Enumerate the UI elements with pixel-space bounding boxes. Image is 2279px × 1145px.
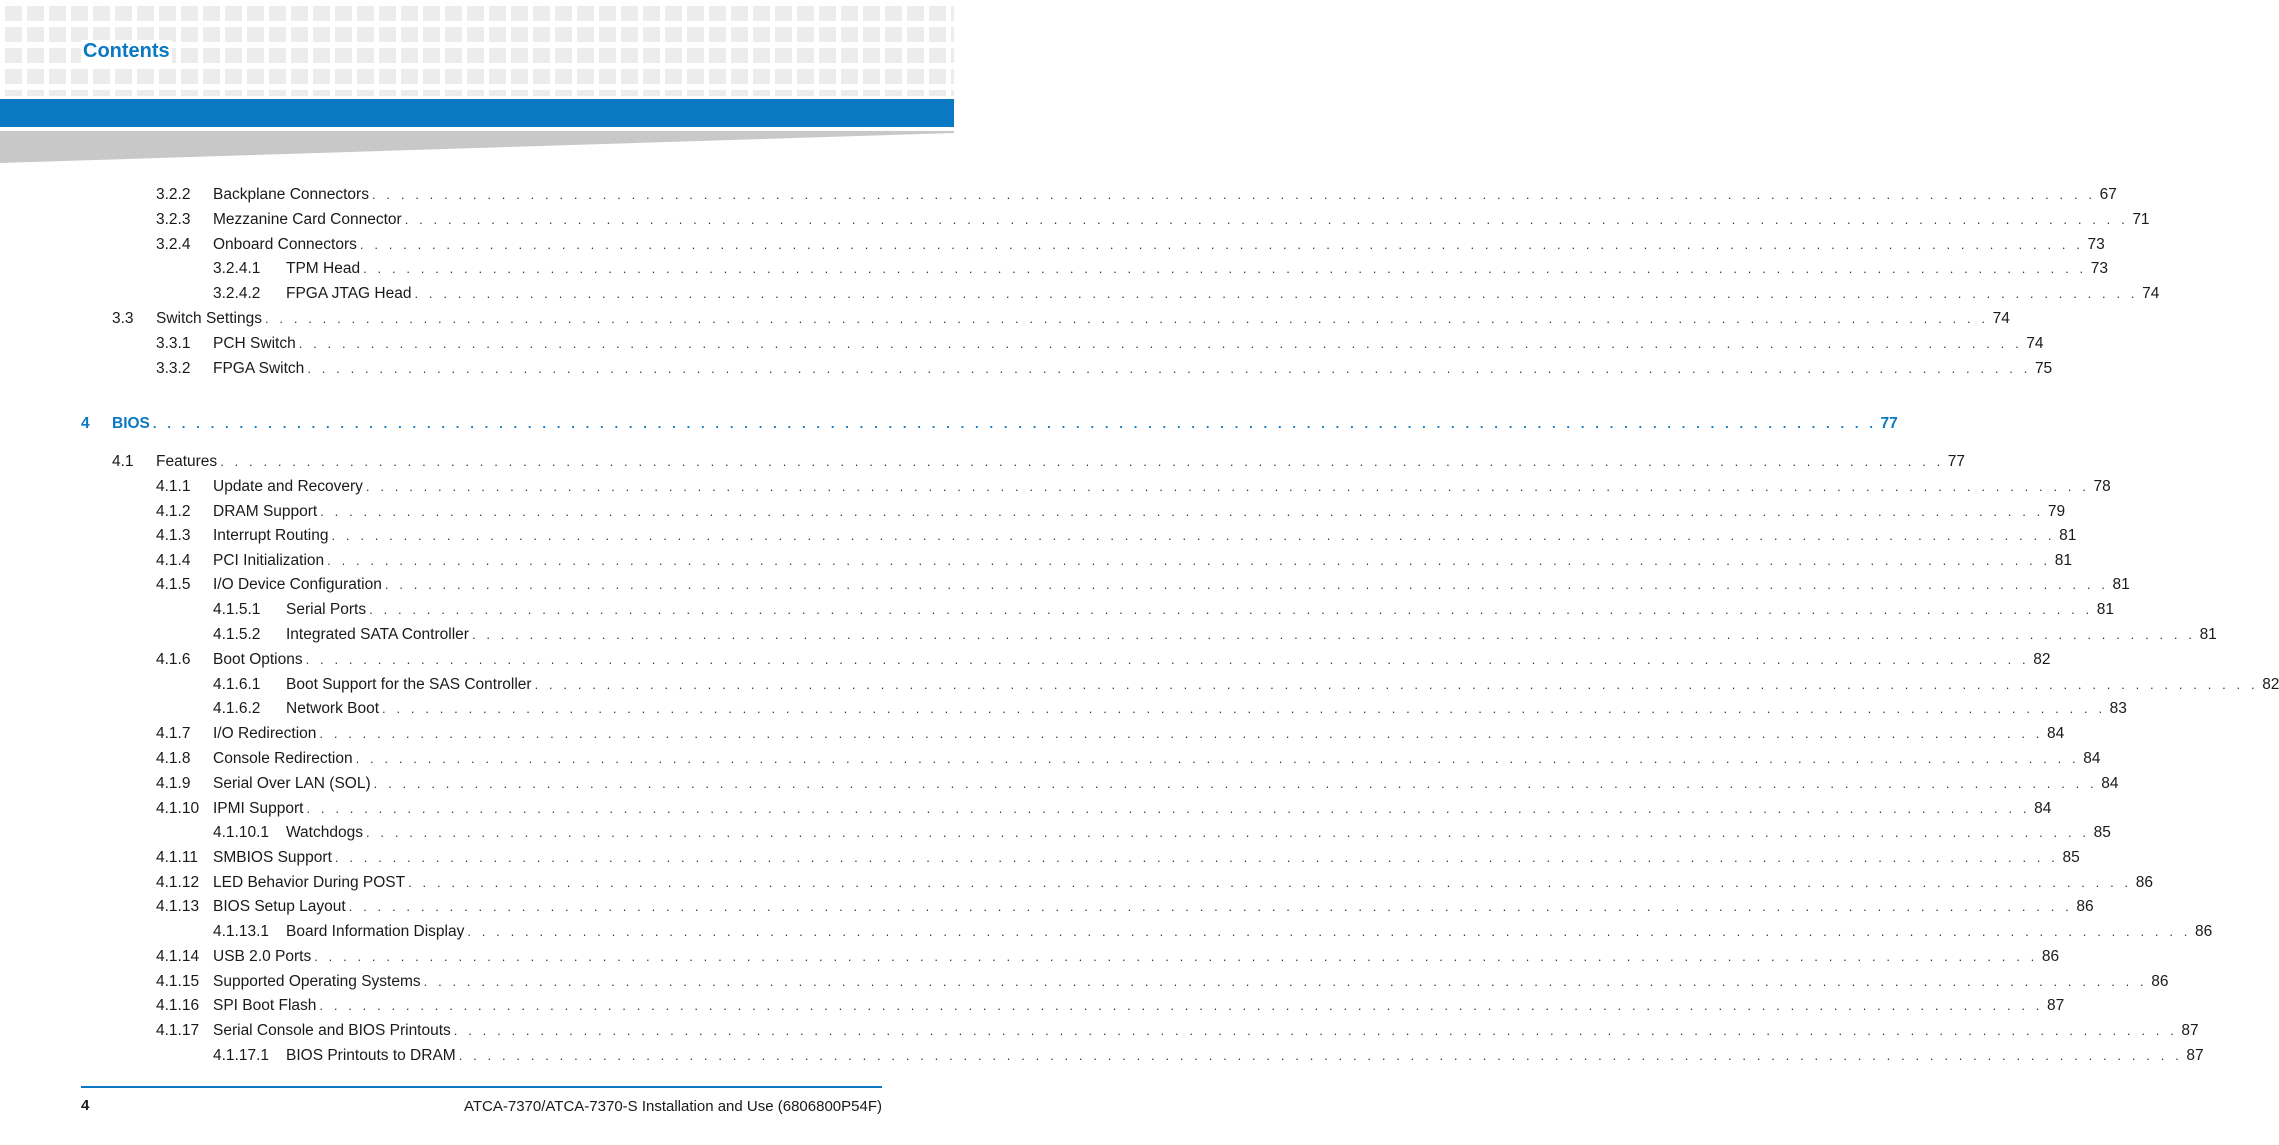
toc-dot-leader: . . . . . . . . . . . . . . . . . . . . . . . . . . . . . . . . . . . . . . . . . . . . . . . . . . . . . . . . . . . . . . . . . . . . . . . . . . . . . . . . . . . . . . . . . . . . . . . . . . . . . . . . . . . . . . . . . . . . . . . . [365, 479, 2090, 494]
toc-entry-title: Watchdogs [286, 824, 363, 841]
toc-dot-leader: . . . . . . . . . . . . . . . . . . . . . . . . . . . . . . . . . . . . . . . . . . . . . . . . . . . . . . . . . . . . . . . . . . . . . . . . . . . . . . . . . . . . . . . . . . . . . . . . . . . . . . . . . . . . . . . . . . . . . . . . [355, 751, 2080, 766]
toc-dot-leader: . . . . . . . . . . . . . . . . . . . . . . . . . . . . . . . . . . . . . . . . . . . . . . . . . . . . . . . . . . . . . . . . . . . . . . . . . . . . . . . . . . . . . . . . . . . . . . . . . . . . . . . . . . . . . . . . . . . . . . . . [305, 652, 2030, 667]
toc-entry-page: 86 [2041, 948, 2060, 965]
toc-entry-title: SPI Boot Flash [213, 997, 317, 1014]
toc-dot-leader: . . . . . . . . . . . . . . . . . . . . . . . . . . . . . . . . . . . . . . . . . . . . . . . . . . . . . . . . . . . . . . . . . . . . . . . . . . . . . . . . . . . . . . . . . . . . . . . . . . . . . . . . . . . . . . . . . . . . . . . . [458, 1048, 2183, 1063]
toc-entry-page: 74 [2142, 285, 2160, 302]
toc-entry[interactable] [156, 333, 2044, 355]
toc-entry-page: 87 [2181, 1022, 2199, 1039]
toc-entry-number: 4.1.12 [156, 874, 200, 891]
toc-entry[interactable] [156, 723, 2065, 745]
toc-entry-number: 4.1.17.1 [213, 1047, 270, 1064]
toc-dot-leader: . . . . . . . . . . . . . . . . . . . . . . . . . . . . . . . . . . . . . . . . . . . . . . . . . . . . . . . . . . . . . . . . . . . . . . . . . . . . . . . . . . . . . . . . . . . . . . . . . . . . . . . . . . . . . . . . . . . . . . . . [320, 504, 2044, 519]
toc-entry-number: 3.2.4.1 [213, 260, 261, 277]
toc-dot-leader: . . . . . . . . . . . . . . . . . . . . . . . . . . . . . . . . . . . . . . . . . . . . . . . . . . . . . . . . . . . . . . . . . . . . . . . . . . . . . . . . . . . . . . . . . . . . . . . . . . . . . . . . . . . . . . . . . . . . . . . . [264, 311, 1989, 326]
toc-entry-number: 4.1.2 [156, 503, 191, 520]
toc-entry[interactable] [156, 773, 2119, 795]
toc-entry-page: 87 [2186, 1047, 2204, 1064]
toc-entry[interactable] [156, 872, 2153, 894]
toc-entry[interactable] [213, 921, 2213, 943]
toc-entry-title: Boot Support for the SAS Controller [286, 676, 532, 693]
toc-entry-page: 77 [1880, 415, 1898, 432]
toc-entry-number: 4.1.6.2 [213, 700, 261, 717]
toc-entry-page: 85 [2093, 824, 2111, 841]
toc-entry[interactable] [156, 946, 2060, 968]
toc-dot-leader: . . . . . . . . . . . . . . . . . . . . . . . . . . . . . . . . . . . . . . . . . . . . . . . . . . . . . . . . . . . . . . . . . . . . . . . . . . . . . . . . . . . . . . . . . . . . . . . . . . . . . . . . . . . . . . . . . . . . . . . . [307, 361, 2031, 376]
toc-entry-title: Interrupt Routing [213, 527, 329, 544]
toc-entry-page: 81 [2112, 576, 2130, 593]
header-blue-band [0, 99, 954, 127]
toc-entry-page: 81 [2199, 626, 2217, 643]
footer-rule [81, 1086, 882, 1088]
toc-entry-title: Features [156, 453, 218, 470]
toc-entry[interactable] [156, 476, 2111, 498]
toc-chapter-entry[interactable] [81, 413, 1898, 435]
toc-entry[interactable] [156, 358, 2053, 380]
toc-dot-leader: . . . . . . . . . . . . . . . . . . . . . . . . . . . . . . . . . . . . . . . . . . . . . . . . . . . . . . . . . . . . . . . . . . . . . . . . . . . . . . . . . . . . . . . . . . . . . . . . . . . . . . . . . . . . . . . . . . . . . . . . [319, 998, 2044, 1013]
toc-entry-number: 3.2.4 [156, 236, 191, 253]
toc-entry-page: 86 [2194, 923, 2213, 940]
toc-entry[interactable] [156, 574, 2130, 596]
toc-entry-number: 4.1 [112, 453, 134, 470]
toc-entry-title: Onboard Connectors [213, 236, 357, 253]
toc-entry-number: 4.1.7 [156, 725, 191, 742]
toc-entry-title: BIOS Setup Layout [213, 898, 346, 915]
toc-entry-title: TPM Head [286, 260, 361, 277]
toc-dot-leader: . . . . . . . . . . . . . . . . . . . . . . . . . . . . . . . . . . . . . . . . . . . . . . . . . . . . . . . . . . . . . . . . . . . . . . . . . . . . . . . . . . . . . . . . . . . . . . . . . . . . . . . . . . . . . . . . . . . . . . . . [384, 577, 2109, 592]
toc-dot-leader: . . . . . . . . . . . . . . . . . . . . . . . . . . . . . . . . . . . . . . . . . . . . . . . . . . . . . . . . . . . . . . . . . . . . . . . . . . . . . . . . . . . . . . . . . . . . . . . . . . . . . . . . . . . . . . . . . . . . . . . . [467, 924, 2191, 939]
toc-entry-number: 4.1.8 [156, 750, 191, 767]
toc-entry-number: 4.1.13 [156, 898, 200, 915]
toc-entry-page: 78 [2093, 478, 2111, 495]
toc-entry-number: 4.1.16 [156, 997, 200, 1014]
toc-dot-leader: . . . . . . . . . . . . . . . . . . . . . . . . . . . . . . . . . . . . . . . . . . . . . . . . . . . . . . . . . . . . . . . . . . . . . . . . . . . . . . . . . . . . . . . . . . . . . . . . . . . . . . . . . . . . . . . . . . . . . . . . [152, 416, 1877, 431]
toc-dot-leader: . . . . . . . . . . . . . . . . . . . . . . . . . . . . . . . . . . . . . . . . . . . . . . . . . . . . . . . . . . . . . . . . . . . . . . . . . . . . . . . . . . . . . . . . . . . . . . . . . . . . . . . . . . . . . . . . . . . . . . . . [453, 1023, 2178, 1038]
toc-entry-page: 73 [2087, 236, 2105, 253]
toc-entry[interactable] [156, 550, 2073, 572]
toc-entry-number: 4.1.6.1 [213, 676, 261, 693]
toc-entry-number: 4.1.5.1 [213, 601, 261, 618]
footer-page-number: 4 [81, 1097, 90, 1114]
toc-dot-leader: . . . . . . . . . . . . . . . . . . . . . . . . . . . . . . . . . . . . . . . . . . . . . . . . . . . . . . . . . . . . . . . . . . . . . . . . . . . . . . . . . . . . . . . . . . . . . . . . . . . . . . . . . . . . . . . . . . . . . . . . [331, 528, 2056, 543]
toc-entry-title: BIOS [112, 415, 150, 432]
toc-entry-number: 3.2.4.2 [213, 285, 261, 302]
toc-entry-title: PCH Switch [213, 335, 296, 352]
toc-dot-leader: . . . . . . . . . . . . . . . . . . . . . . . . . . . . . . . . . . . . . . . . . . . . . . . . . . . . . . . . . . . . . . . . . . . . . . . . . . . . . . . . . . . . . . . . . . . . . . . . . . . . . . . . . . . . . . . . . . . . . . . . [348, 899, 2073, 914]
toc-entry-number: 4.1.10.1 [213, 824, 270, 841]
toc-entry-title: SMBIOS Support [213, 849, 332, 866]
toc-entry-number: 4.1.10 [156, 800, 200, 817]
toc-entry-page: 71 [2132, 211, 2150, 228]
toc-entry[interactable] [213, 822, 2111, 844]
toc-dot-leader: . . . . . . . . . . . . . . . . . . . . . . . . . . . . . . . . . . . . . . . . . . . . . . . . . . . . . . . . . . . . . . . . . . . . . . . . . . . . . . . . . . . . . . . . . . . . . . . . . . . . . . . . . . . . . . . . . . . . . . . . [319, 726, 2044, 741]
toc-entry[interactable] [156, 501, 2066, 523]
toc-entry-number: 4.1.17 [156, 1022, 200, 1039]
footer-document-title: ATCA-7370/ATCA-7370-S Installation and Use (6806800P54F) [463, 1098, 882, 1115]
toc-entry-title: FPGA JTAG Head [286, 285, 412, 302]
toc-entry-title: Console Redirection [213, 750, 353, 767]
toc-entry-page: 83 [2109, 700, 2127, 717]
toc-dot-leader: . . . . . . . . . . . . . . . . . . . . . . . . . . . . . . . . . . . . . . . . . . . . . . . . . . . . . . . . . . . . . . . . . . . . . . . . . . . . . . . . . . . . . . . . . . . . . . . . . . . . . . . . . . . . . . . . . . . . . . . . [363, 261, 2087, 276]
toc-entry[interactable] [156, 649, 2051, 671]
toc-entry-page: 79 [2047, 503, 2066, 520]
toc-dot-leader: . . . . . . . . . . . . . . . . . . . . . . . . . . . . . . . . . . . . . . . . . . . . . . . . . . . . . . . . . . . . . . . . . . . . . . . . . . . . . . . . . . . . . . . . . . . . . . . . . . . . . . . . . . . . . . . . . . . . . . . . [371, 187, 2096, 202]
toc-dot-leader: . . . . . . . . . . . . . . . . . . . . . . . . . . . . . . . . . . . . . . . . . . . . . . . . . . . . . . . . . . . . . . . . . . . . . . . . . . . . . . . . . . . . . . . . . . . . . . . . . . . . . . . . . . . . . . . . . . . . . . . . [306, 801, 2031, 816]
toc-entry-title: BIOS Printouts to DRAM [286, 1047, 456, 1064]
toc-entry[interactable] [156, 1020, 2199, 1042]
toc-entry-page: 67 [2099, 186, 2117, 203]
toc-entry-title: PCI Initialization [213, 552, 325, 569]
toc-entry-title: Serial Ports [286, 601, 367, 618]
toc-dot-leader: . . . . . . . . . . . . . . . . . . . . . . . . . . . . . . . . . . . . . . . . . . . . . . . . . . . . . . . . . . . . . . . . . . . . . . . . . . . . . . . . . . . . . . . . . . . . . . . . . . . . . . . . . . . . . . . . . . . . . . . . [334, 850, 2059, 865]
toc-entry-number: 4.1.1 [156, 478, 191, 495]
header-gray-swoosh [0, 127, 954, 167]
toc-entry[interactable] [156, 971, 2169, 993]
toc-entry-title: DRAM Support [213, 503, 318, 520]
toc-entry-title: I/O Redirection [213, 725, 317, 742]
toc-entry-number: 3.3 [112, 310, 134, 327]
toc-entry-title: Backplane Connectors [213, 186, 369, 203]
toc-entry[interactable] [156, 847, 2080, 869]
toc-entry-number: 4.1.13.1 [213, 923, 270, 940]
toc-entry[interactable] [213, 599, 2114, 621]
toc-entry-title: Network Boot [286, 700, 380, 717]
toc-entry-page: 86 [2135, 874, 2153, 891]
toc-entry[interactable] [156, 896, 2094, 918]
toc-entry-title: Integrated SATA Controller [286, 626, 469, 643]
toc-entry-number: 4.1.14 [156, 948, 200, 965]
toc-entry-title: Board Information Display [286, 923, 465, 940]
toc-dot-leader: . . . . . . . . . . . . . . . . . . . . . . . . . . . . . . . . . . . . . . . . . . . . . . . . . . . . . . . . . . . . . . . . . . . . . . . . . . . . . . . . . . . . . . . . . . . . . . . . . . . . . . . . . . . . . . . . . . . . . . . . [369, 602, 2093, 617]
toc-entry[interactable] [156, 209, 2150, 231]
toc-dot-leader: . . . . . . . . . . . . . . . . . . . . . . . . . . . . . . . . . . . . . . . . . . . . . . . . . . . . . . . . . . . . . . . . . . . . . . . . . . . . . . . . . . . . . . . . . . . . . . . . . . . . . . . . . . . . . . . . . . . . . . . . [298, 336, 2023, 351]
toc-entry-title: Serial Over LAN (SOL) [213, 775, 371, 792]
toc-dot-leader: . . . . . . . . . . . . . . . . . . . . . . . . . . . . . . . . . . . . . . . . . . . . . . . . . . . . . . . . . . . . . . . . . . . . . . . . . . . . . . . . . . . . . . . . . . . . . . . . . . . . . . . . . . . . . . . . . . . . . . . . [382, 701, 2106, 716]
page-title: Contents [83, 40, 170, 62]
toc-entry-page: 73 [2090, 260, 2108, 277]
toc-entry-title: Supported Operating Systems [213, 973, 421, 990]
toc-entry-page: 81 [2054, 552, 2073, 569]
toc-entry-page: 81 [2096, 601, 2114, 618]
toc-entry-number: 3.3.1 [156, 335, 191, 352]
toc-entry-page: 82 [2033, 651, 2051, 668]
toc-entry[interactable] [156, 798, 2052, 820]
toc-entry[interactable] [112, 308, 2010, 330]
toc-dot-leader: . . . . . . . . . . . . . . . . . . . . . . . . . . . . . . . . . . . . . . . . . . . . . . . . . . . . . . . . . . . . . . . . . . . . . . . . . . . . . . . . . . . . . . . . . . . . . . . . . . . . . . . . . . . . . . . . . . . . . . . . [365, 825, 2090, 840]
toc-entry-page: 74 [1992, 310, 2010, 327]
toc-entry-number: 4.1.6 [156, 651, 191, 668]
toc-entry[interactable] [213, 1045, 2204, 1067]
toc-dot-leader: . . . . . . . . . . . . . . . . . . . . . . . . . . . . . . . . . . . . . . . . . . . . . . . . . . . . . . . . . . . . . . . . . . . . . . . . . . . . . . . . . . . . . . . . . . . . . . . . . . . . . . . . . . . . . . . . . . . . . . . . [404, 212, 2129, 227]
toc-entry[interactable] [213, 624, 2217, 646]
toc-entry-title: Mezzanine Card Connector [213, 211, 402, 228]
toc-entry[interactable] [156, 748, 2101, 770]
toc-entry-page: 75 [2034, 360, 2053, 377]
toc-dot-leader: . . . . . . . . . . . . . . . . . . . . . . . . . . . . . . . . . . . . . . . . . . . . . . . . . . . . . . . . . . . . . . . . . . . . . . . . . . . . . . . . . . . . . . . . . . . . . . . . . . . . . . . . . . . . . . . . . . . . . . . . [373, 776, 2098, 791]
toc-entry-page: 74 [2026, 335, 2044, 352]
toc-entry-page: 81 [2059, 527, 2077, 544]
toc-dot-leader: . . . . . . . . . . . . . . . . . . . . . . . . . . . . . . . . . . . . . . . . . . . . . . . . . . . . . . . . . . . . . . . . . . . . . . . . . . . . . . . . . . . . . . . . . . . . . . . . . . . . . . . . . . . . . . . . . . . . . . . . [471, 627, 2196, 642]
toc-dot-leader: . . . . . . . . . . . . . . . . . . . . . . . . . . . . . . . . . . . . . . . . . . . . . . . . . . . . . . . . . . . . . . . . . . . . . . . . . . . . . . . . . . . . . . . . . . . . . . . . . . . . . . . . . . . . . . . . . . . . . . . . [414, 286, 2139, 301]
toc-entry-number: 3.2.3 [156, 211, 191, 228]
toc-entry-number: 4 [81, 415, 90, 432]
toc-entry[interactable] [213, 674, 2279, 696]
toc-entry-title: LED Behavior During POST [213, 874, 406, 891]
toc-entry-page: 84 [2034, 800, 2052, 817]
toc-entry-page: 87 [2047, 997, 2065, 1014]
toc-entry[interactable] [156, 234, 2105, 256]
toc-entry-title: FPGA Switch [213, 360, 305, 377]
toc-entry[interactable] [213, 698, 2127, 720]
toc-entry-title: IPMI Support [213, 800, 304, 817]
toc-entry-page: 84 [2047, 725, 2065, 742]
toc-entry-number: 3.3.2 [156, 360, 191, 377]
toc-entry-page: 82 [2262, 676, 2279, 693]
toc-entry[interactable] [156, 525, 2077, 547]
toc-entry-number: 4.1.5 [156, 576, 191, 593]
toc-dot-leader: . . . . . . . . . . . . . . . . . . . . . . . . . . . . . . . . . . . . . . . . . . . . . . . . . . . . . . . . . . . . . . . . . . . . . . . . . . . . . . . . . . . . . . . . . . . . . . . . . . . . . . . . . . . . . . . . . . . . . . . . [408, 875, 2132, 890]
toc-entry-title: I/O Device Configuration [213, 576, 382, 593]
toc-entry-title: Serial Console and BIOS Printouts [213, 1022, 451, 1039]
toc-entry-page: 86 [2151, 973, 2169, 990]
toc-entry-page: 84 [2083, 750, 2101, 767]
toc-entry-page: 77 [1947, 453, 1966, 470]
toc-entry-page: 85 [2062, 849, 2080, 866]
toc-entry-number: 3.2.2 [156, 186, 191, 203]
toc-entry-number: 4.1.4 [156, 552, 191, 569]
toc-dot-leader: . . . . . . . . . . . . . . . . . . . . . . . . . . . . . . . . . . . . . . . . . . . . . . . . . . . . . . . . . . . . . . . . . . . . . . . . . . . . . . . . . . . . . . . . . . . . . . . . . . . . . . . . . . . . . . . . . . . . . . . . [314, 949, 2038, 964]
toc-entry-page: 84 [2101, 775, 2119, 792]
toc-entry-page: 86 [2076, 898, 2094, 915]
toc-entry[interactable] [156, 184, 2117, 206]
toc-dot-leader: . . . . . . . . . . . . . . . . . . . . . . . . . . . . . . . . . . . . . . . . . . . . . . . . . . . . . . . . . . . . . . . . . . . . . . . . . . . . . . . . . . . . . . . . . . . . . . . . . . . . . . . . . . . . . . . . . . . . . . . . [534, 677, 2259, 692]
toc-entry-number: 4.1.5.2 [213, 626, 261, 643]
toc-entry-title: Boot Options [213, 651, 303, 668]
toc-entry-title: Switch Settings [156, 310, 262, 327]
toc-entry-number: 4.1.15 [156, 973, 200, 990]
toc-dot-leader: . . . . . . . . . . . . . . . . . . . . . . . . . . . . . . . . . . . . . . . . . . . . . . . . . . . . . . . . . . . . . . . . . . . . . . . . . . . . . . . . . . . . . . . . . . . . . . . . . . . . . . . . . . . . . . . . . . . . . . . . [423, 974, 2148, 989]
toc-entry[interactable] [213, 283, 2160, 305]
toc-entry-number: 4.1.9 [156, 775, 191, 792]
toc-entry[interactable] [213, 258, 2108, 280]
toc-entry-number: 4.1.11 [156, 849, 198, 866]
toc-entry-number: 4.1.3 [156, 527, 191, 544]
toc-dot-leader: . . . . . . . . . . . . . . . . . . . . . . . . . . . . . . . . . . . . . . . . . . . . . . . . . . . . . . . . . . . . . . . . . . . . . . . . . . . . . . . . . . . . . . . . . . . . . . . . . . . . . . . . . . . . . . . . . . . . . . . . [220, 454, 1944, 469]
toc-dot-leader: . . . . . . . . . . . . . . . . . . . . . . . . . . . . . . . . . . . . . . . . . . . . . . . . . . . . . . . . . . . . . . . . . . . . . . . . . . . . . . . . . . . . . . . . . . . . . . . . . . . . . . . . . . . . . . . . . . . . . . . . [359, 237, 2084, 252]
toc-entry[interactable] [156, 995, 2065, 1017]
toc-entry-title: Update and Recovery [213, 478, 363, 495]
toc-dot-leader: . . . . . . . . . . . . . . . . . . . . . . . . . . . . . . . . . . . . . . . . . . . . . . . . . . . . . . . . . . . . . . . . . . . . . . . . . . . . . . . . . . . . . . . . . . . . . . . . . . . . . . . . . . . . . . . . . . . . . . . . [327, 553, 2051, 568]
toc-entry[interactable] [112, 451, 1966, 473]
toc-entry-title: USB 2.0 Ports [213, 948, 312, 965]
